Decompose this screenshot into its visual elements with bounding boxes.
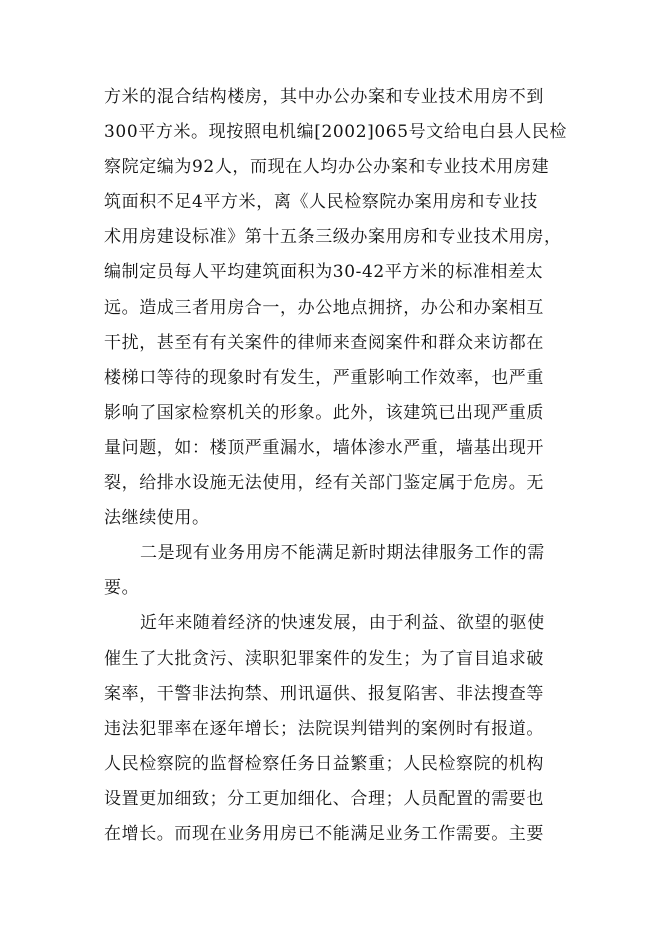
text-line: 裂，给排水设施无法使用，经有关部门鉴定属于危房。无 bbox=[104, 473, 544, 494]
text-line: 300平方米。现按照电机编[2002]065号文给电白县人民检 bbox=[104, 122, 568, 143]
body-text bbox=[104, 80, 574, 852]
text-line: 方米的混合结构楼房，其中办公办案和专业技术用房不到 bbox=[104, 87, 544, 107]
text-line: 量问题，如：楼顶严重漏水，墙体渗水严重，墙基出现开 bbox=[104, 437, 544, 458]
paragraph-first-line: 二是现有业务用房不能满足新时期法律服务工作的需 bbox=[140, 543, 545, 564]
paragraph-first-line: 近年来随着经济的快速发展，由于利益、欲望的驱使 bbox=[140, 613, 545, 634]
text-line: 案率，干警非法拘禁、刑讯逼供、报复陷害、非法搜查等 bbox=[104, 683, 544, 704]
text-line: 远。造成三者用房合一，办公地点拥挤，办公和办案相互 bbox=[104, 297, 544, 318]
text-line: 人民检察院的监督检察任务日益繁重；人民检察院的机构 bbox=[104, 753, 544, 774]
text-line: 察院定编为92人，而现在人均办公办案和专业技术用房建 bbox=[104, 157, 550, 178]
text-line: 影响了国家检察机关的形象。此外，该建筑已出现严重质 bbox=[104, 402, 544, 423]
text-line: 法继续使用。 bbox=[104, 508, 210, 529]
text-line: 设置更加细致；分工更加细化、合理；人员配置的需要也 bbox=[104, 788, 544, 809]
text-line: 筑面积不足4平方米，离《人民检察院办案用房和专业技 bbox=[104, 192, 538, 213]
text-line: 干扰，甚至有有关案件的律师来查阅案件和群众来访都在 bbox=[104, 332, 544, 353]
text-line: 在增长。而现在业务用房已不能满足业务工作需要。主要 bbox=[104, 823, 544, 844]
text-line: 要。 bbox=[104, 578, 140, 599]
text-line: 违法犯罪率在逐年增长；法院误判错判的案例时有报道。 bbox=[104, 718, 544, 739]
text-line: 编制定员每人平均建筑面积为30-42平方米的标准相差太 bbox=[104, 262, 544, 283]
text-line: 楼梯口等待的现象时有发生，严重影响工作效率，也严重 bbox=[104, 367, 544, 388]
text-line: 术用房建设标准》第十五条三级办案用房和专业技术用房， bbox=[104, 227, 562, 248]
text-line: 催生了大批贪污、渎职犯罪案件的发生；为了盲目追求破 bbox=[104, 648, 544, 669]
